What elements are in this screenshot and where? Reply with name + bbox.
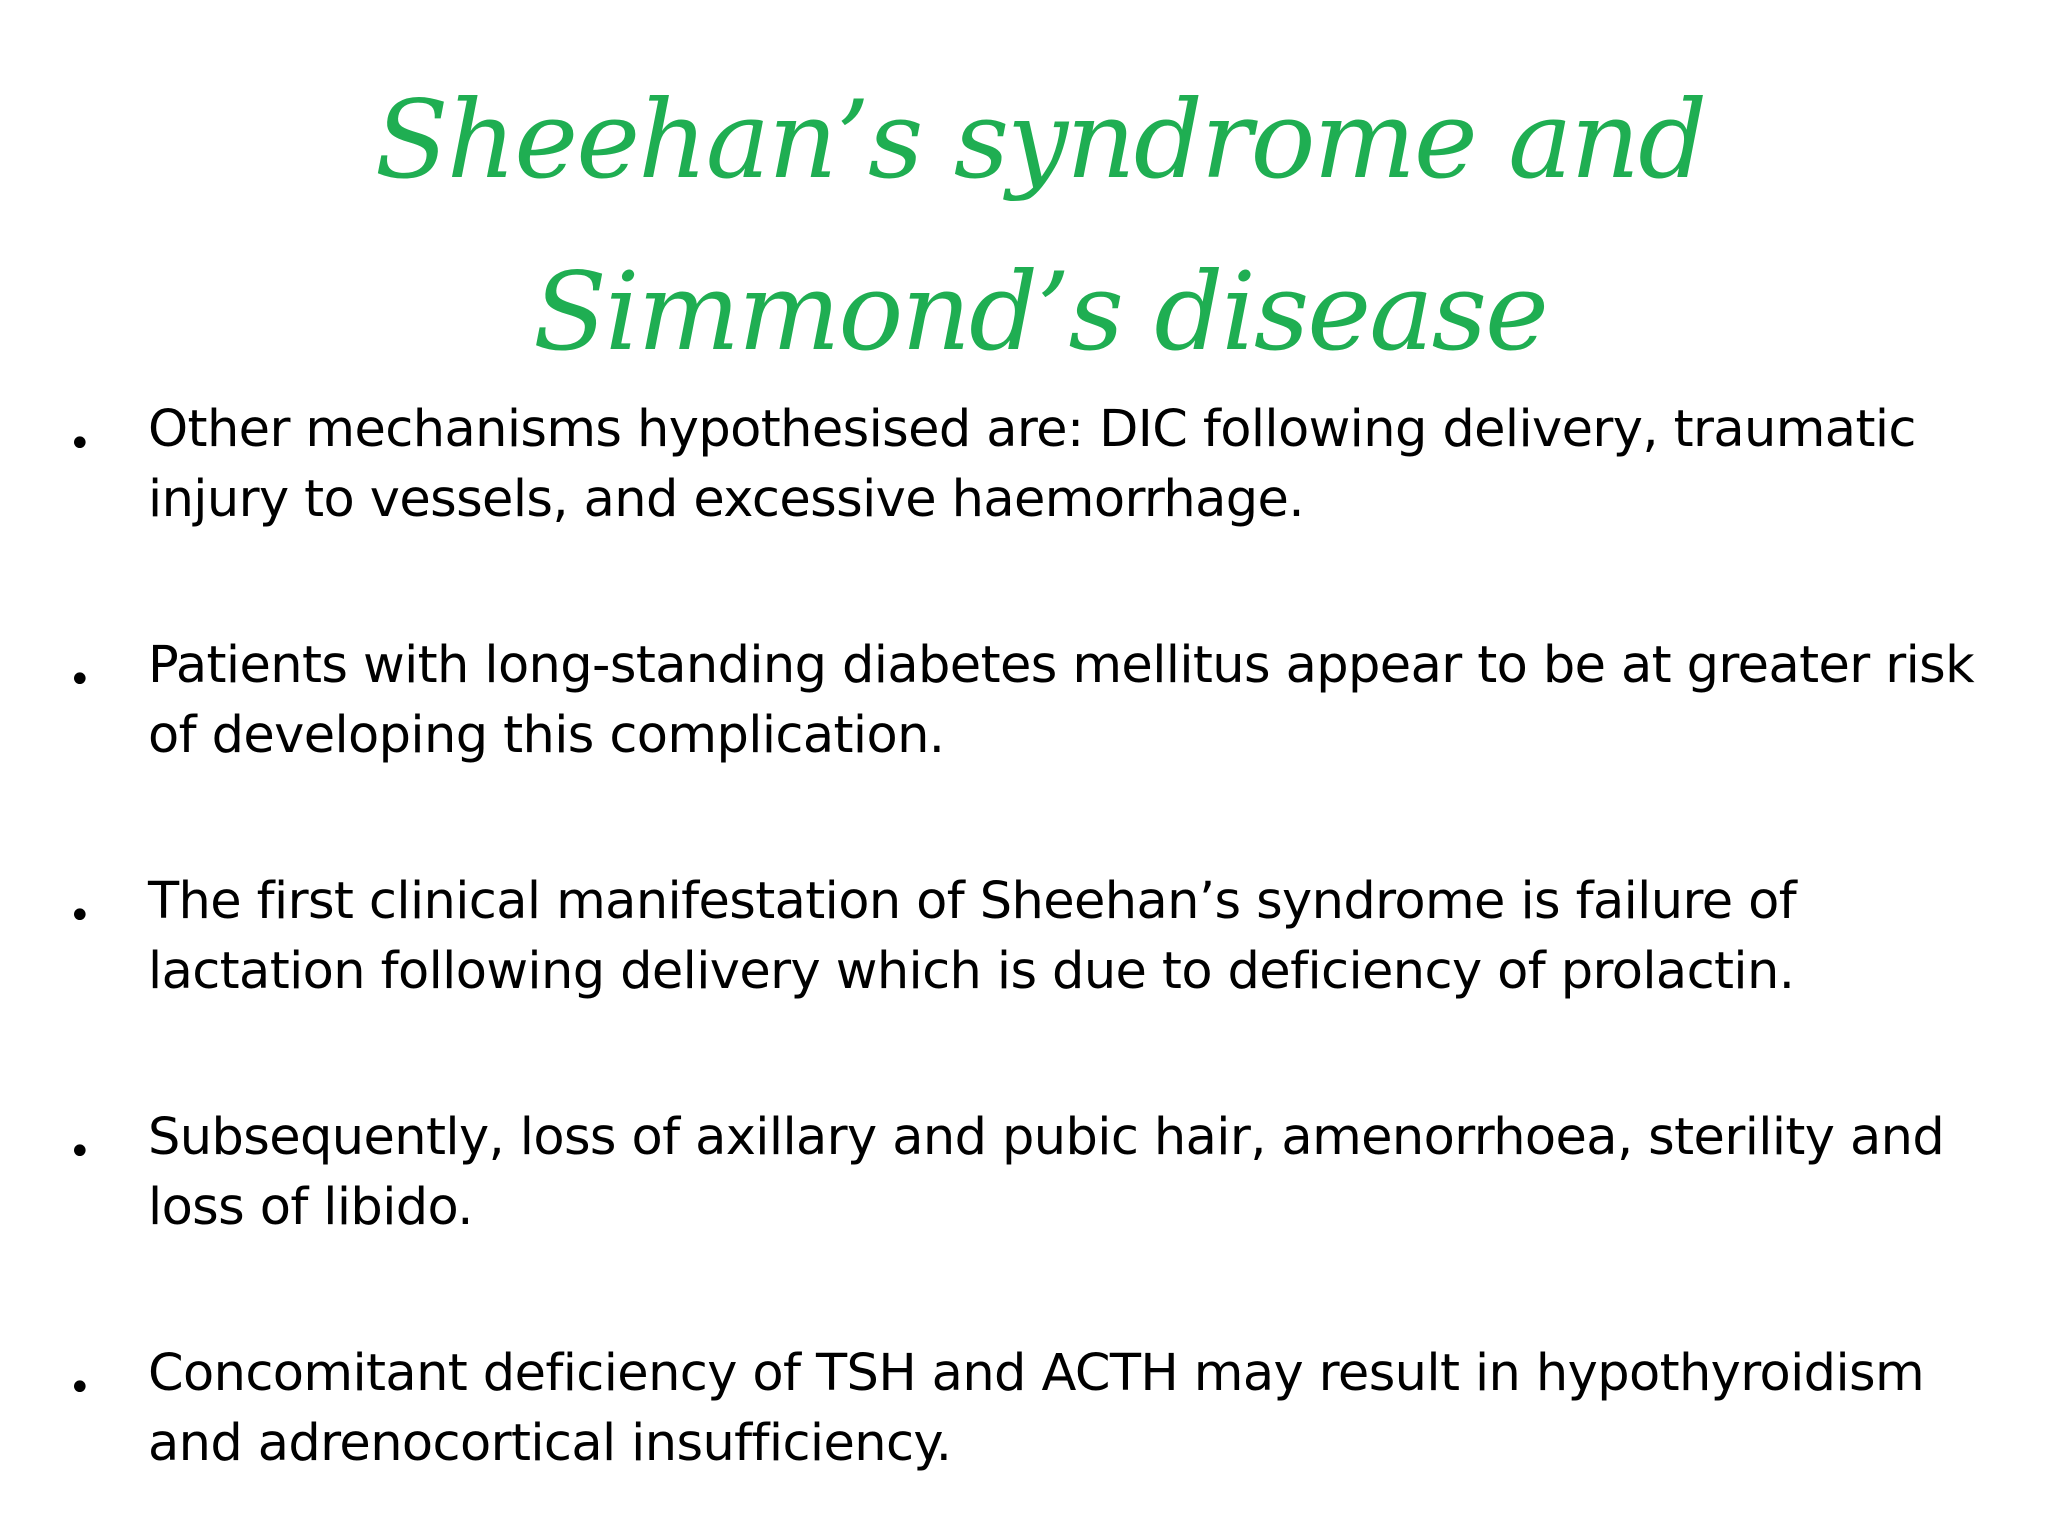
bullet-text: Patients with long-standing diabetes mellitus appear to be at greater risk of developing this complication. [148, 636, 1975, 765]
bullet-text: Concomitant deficiency of TSH and ACTH may result in hypothyroidism and adrenocortical insufficiency. [148, 1344, 1925, 1473]
bullet-point-icon: • [68, 657, 92, 703]
bullet-point-icon: • [68, 1129, 92, 1175]
bullet-text: Other mechanisms hypothesised are: DIC following delivery, traumatic injury to vessels, and excessive haemorrhage. [148, 400, 1916, 529]
bullet-point-icon: • [68, 893, 92, 939]
bullet-text: The first clinical manifestation of Sheehan’s syndrome is failure of lactation following delivery which is due to deficiency of prolactin. [148, 872, 1797, 1001]
bullet-item [0, 631, 2048, 867]
bullet-item [0, 1103, 2048, 1339]
bullet-item [0, 867, 2048, 1103]
bullet-list [0, 395, 2048, 1536]
slide-title: Sheehan’s syndrome and Simmond’s disease [374, 78, 1706, 375]
bullet-point-icon: • [68, 1365, 92, 1411]
bullet-item [0, 1339, 2048, 1536]
bullet-item [0, 395, 2048, 631]
bullet-text: Subsequently, loss of axillary and pubic hair, amenorrhoea, sterility and loss of libido. [148, 1108, 1945, 1237]
bullet-point-icon: • [68, 421, 92, 467]
